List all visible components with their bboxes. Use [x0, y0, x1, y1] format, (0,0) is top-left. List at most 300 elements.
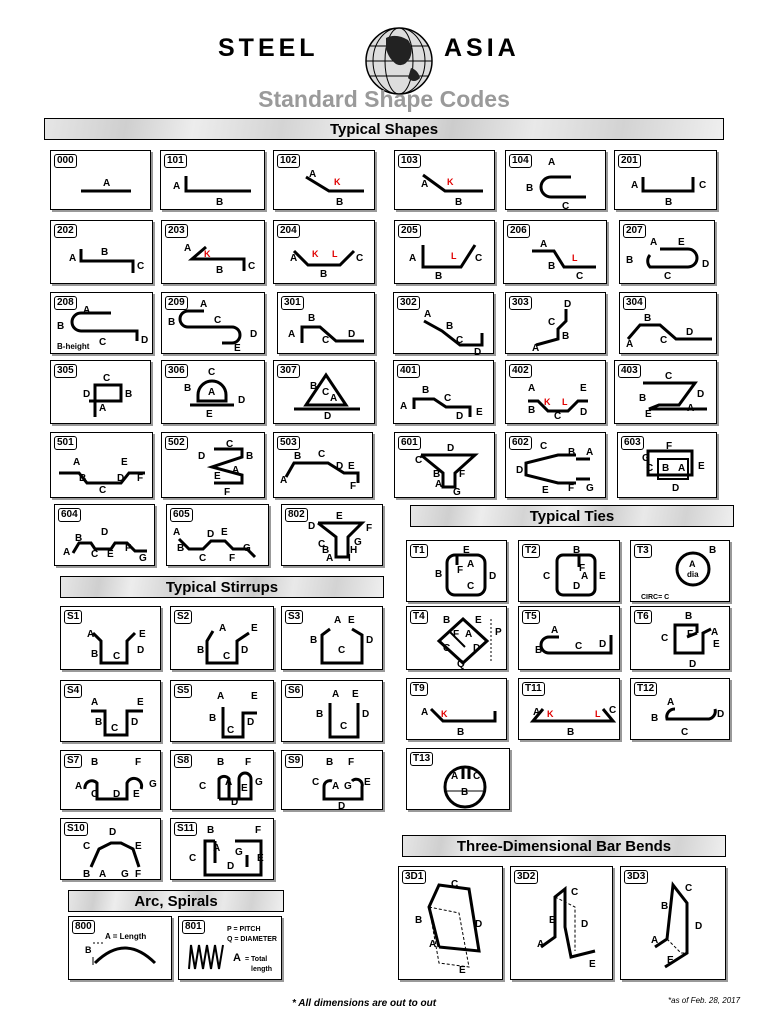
svg-text:C: C [99, 337, 107, 348]
svg-text:B: B [184, 383, 192, 394]
tie-card-t9 [406, 678, 507, 740]
svg-text:C: C [543, 571, 551, 582]
svg-text:K: K [441, 709, 448, 719]
svg-text:A: A [173, 181, 181, 192]
svg-text:D: D [247, 717, 255, 728]
section-typical-stirrups: Typical Stirrups [60, 576, 384, 598]
svg-text:A: A [200, 299, 208, 310]
svg-text:C: C [91, 549, 99, 560]
svg-text:D: D [599, 639, 607, 650]
spiral-card-801 [178, 916, 282, 980]
svg-text:B: B [209, 713, 217, 724]
svg-text:G: G [453, 487, 461, 498]
svg-text:D: D [475, 919, 483, 930]
shape-card-601 [394, 432, 495, 498]
svg-text:A: A [225, 777, 233, 788]
svg-text:K: K [204, 249, 211, 259]
svg-text:A: A [219, 623, 227, 634]
shape-code: 303 [509, 296, 532, 310]
svg-text:D: D [348, 329, 356, 340]
stirrup-code: S8 [174, 754, 192, 768]
svg-text:A: A [87, 629, 95, 640]
svg-text:D: D [308, 521, 316, 532]
svg-text:C: C [318, 539, 326, 550]
svg-text:E: E [645, 409, 652, 420]
stirrup-code: S6 [285, 684, 303, 698]
svg-text:A: A [528, 383, 536, 394]
svg-text:C: C [451, 879, 459, 890]
svg-text:D: D [324, 411, 332, 422]
svg-text:D: D [697, 389, 705, 400]
svg-text:A: A [537, 939, 545, 950]
svg-text:B: B [294, 451, 302, 462]
svg-text:A: A [678, 463, 686, 474]
svg-text:E: E [475, 615, 482, 626]
page-title: Standard Shape Codes [258, 86, 510, 112]
svg-text:D: D [573, 581, 581, 592]
threed-card-3d2 [510, 866, 613, 980]
svg-text:C: C [226, 439, 234, 450]
svg-text:E: E [476, 407, 483, 418]
svg-text:A: A [334, 615, 342, 626]
svg-text:A: A [400, 401, 408, 412]
svg-text:E: E [364, 777, 371, 788]
svg-text:C: C [473, 771, 481, 782]
svg-text:B: B [316, 709, 324, 720]
section-three-d: Three-Dimensional Bar Bends [402, 835, 726, 857]
svg-text:E: E [214, 471, 221, 482]
shape-code: 205 [398, 224, 421, 238]
svg-text:B: B [573, 545, 581, 556]
shape-card-209 [161, 292, 265, 354]
stirrup-card-s10 [60, 818, 161, 880]
svg-text:A: A [421, 179, 429, 190]
svg-text:dia: dia [687, 570, 699, 579]
svg-text:D: D [362, 709, 370, 720]
svg-text:B: B [415, 915, 423, 926]
svg-text:C: C [312, 777, 320, 788]
svg-text:E: E [107, 549, 114, 560]
svg-text:D: D [250, 329, 258, 340]
shape-card-207 [619, 220, 715, 284]
threed-code: 3D3 [624, 870, 648, 884]
svg-text:E: E [137, 697, 144, 708]
shape-card-202 [50, 220, 153, 284]
svg-text:F: F [135, 757, 142, 768]
svg-text:A: A [103, 178, 111, 189]
svg-text:A: A [73, 457, 81, 468]
arc-card-800 [68, 916, 172, 980]
svg-text:F: F [666, 441, 673, 452]
svg-text:A: A [451, 771, 459, 782]
svg-text:B: B [336, 197, 344, 208]
svg-text:B: B [461, 787, 469, 798]
svg-text:F: F [229, 553, 236, 564]
svg-text:G: G [243, 543, 251, 554]
svg-text:E: E [251, 691, 258, 702]
svg-text:E: E [459, 965, 466, 976]
shape-card-205 [394, 220, 495, 284]
shape-card-000 [50, 150, 151, 210]
svg-text:A: A [232, 465, 240, 476]
stirrup-card-s5 [170, 680, 274, 742]
shape-card-302 [393, 292, 494, 358]
svg-text:B: B [326, 757, 334, 768]
svg-text:A: A [208, 387, 216, 398]
svg-text:F: F [224, 487, 231, 498]
shape-card-603 [617, 432, 717, 498]
shape-card-201 [614, 150, 717, 210]
svg-text:B: B [85, 945, 92, 955]
svg-text:D: D [686, 327, 694, 338]
svg-text:F: F [687, 629, 694, 640]
stirrup-card-s6 [281, 680, 383, 742]
svg-text:B: B [535, 645, 543, 656]
stirrup-card-s8 [170, 750, 274, 810]
svg-text:D: D [580, 407, 588, 418]
svg-text:A: A [233, 952, 241, 964]
shape-card-208 [50, 292, 153, 354]
svg-text:A: A [631, 180, 639, 191]
svg-text:D: D [338, 801, 346, 812]
shape-code: 503 [277, 436, 300, 450]
svg-text:B: B [75, 533, 83, 544]
shape-code: 502 [165, 436, 188, 450]
svg-text:L: L [572, 253, 578, 263]
svg-text:D: D [109, 827, 117, 838]
svg-text:B: B [246, 451, 254, 462]
tie-card-t1 [406, 540, 507, 602]
stirrup-card-s3 [281, 606, 383, 670]
tie-code: T11 [522, 682, 545, 696]
footer-note: * All dimensions are out to out [292, 998, 437, 1009]
svg-text:D: D [564, 299, 572, 310]
svg-text:A: A [533, 707, 541, 718]
svg-text:C: C [415, 455, 423, 466]
svg-text:B: B [526, 183, 534, 194]
svg-text:B: B [83, 869, 91, 880]
svg-text:A: A [465, 629, 473, 640]
svg-text:E: E [580, 383, 587, 394]
svg-text:B: B [651, 713, 659, 724]
svg-text:B: B [644, 313, 652, 324]
svg-text:C: C [665, 371, 673, 382]
svg-text:A: A [667, 697, 675, 708]
svg-text:B: B [207, 825, 215, 836]
svg-text:A: A [75, 781, 83, 792]
svg-text:G: G [121, 869, 129, 880]
svg-text:Q = DIAMETER: Q = DIAMETER [227, 936, 277, 943]
shape-card-103 [394, 150, 495, 210]
svg-text:D: D [366, 635, 374, 646]
svg-text:F: F [568, 483, 575, 494]
shape-card-206 [503, 220, 607, 284]
threed-card-3d1 [398, 866, 503, 980]
brand-right: ASIA [444, 34, 520, 62]
svg-text:A: A [91, 697, 99, 708]
svg-text:A: A [689, 559, 696, 569]
svg-text:A: A [429, 939, 437, 950]
svg-text:C: C [681, 727, 689, 738]
brand-left: STEEL [218, 34, 319, 62]
threed-card-3d3 [620, 866, 726, 980]
svg-text:F: F [137, 473, 144, 484]
svg-text:A: A [548, 157, 556, 168]
shape-card-101 [160, 150, 265, 210]
svg-text:C: C [685, 883, 693, 894]
stirrup-code: S9 [285, 754, 303, 768]
svg-text:D: D [474, 347, 482, 358]
svg-text:D: D [117, 473, 125, 484]
svg-text:B: B [568, 447, 576, 458]
svg-text:C: C [137, 261, 145, 272]
svg-text:E: E [542, 485, 549, 496]
svg-text:C: C [554, 411, 562, 422]
svg-text:D: D [101, 527, 109, 538]
svg-text:B: B [422, 385, 430, 396]
svg-text:A: A [586, 447, 594, 458]
svg-text:B: B [548, 261, 556, 272]
svg-text:B: B [91, 757, 99, 768]
svg-text:B: B [95, 717, 103, 728]
svg-text:B: B [661, 901, 669, 912]
shape-card-503 [273, 432, 373, 498]
svg-text:A: A [290, 253, 298, 264]
shape-code: 602 [509, 436, 532, 450]
svg-text:F: F [453, 629, 460, 640]
svg-text:C: C [609, 705, 617, 716]
svg-text:E: E [121, 457, 128, 468]
svg-text:B: B [101, 247, 109, 258]
svg-text:C: C [223, 651, 231, 662]
stirrup-code: S2 [174, 610, 192, 624]
tie-code: T5 [522, 610, 540, 624]
svg-text:= Total: = Total [245, 956, 268, 963]
svg-text:B: B [310, 381, 318, 392]
svg-text:D: D [198, 451, 206, 462]
svg-text:C: C [444, 393, 452, 404]
tie-card-t3 [630, 540, 730, 602]
shape-code: 208 [54, 296, 77, 310]
shape-code: 301 [281, 296, 304, 310]
shape-card-501 [50, 432, 153, 498]
shape-card-307 [273, 360, 375, 424]
svg-text:A: A [687, 403, 695, 414]
svg-text:D: D [231, 797, 239, 808]
svg-text:C: C [99, 485, 107, 496]
svg-text:F: F [125, 543, 132, 554]
svg-text:C: C [699, 180, 707, 191]
svg-text:C: C [91, 789, 99, 800]
svg-text:E: E [667, 955, 674, 966]
shape-code: 207 [623, 224, 646, 238]
svg-text:I: I [348, 553, 351, 564]
svg-text:K: K [312, 249, 319, 259]
svg-text:E: E [713, 639, 720, 650]
svg-text:E: E [336, 511, 343, 522]
svg-text:D: D [689, 659, 697, 670]
svg-text:B: B [662, 463, 670, 474]
shape-card-303 [505, 292, 606, 354]
svg-text:A: A [83, 305, 91, 316]
tie-code: T12 [634, 682, 657, 696]
svg-text:A: A [424, 309, 432, 320]
svg-text:C: C [111, 723, 119, 734]
svg-text:E: E [139, 629, 146, 640]
svg-text:A: A [280, 475, 288, 486]
svg-text:D: D [241, 645, 249, 656]
svg-text:C: C [199, 553, 207, 564]
shape-code: 304 [623, 296, 646, 310]
svg-text:D: D [336, 461, 344, 472]
svg-text:F: F [135, 869, 142, 880]
svg-text:P = PITCH: P = PITCH [227, 926, 261, 933]
shape-card-304 [619, 292, 717, 354]
svg-text:E: E [221, 527, 228, 538]
svg-text:A: A [551, 625, 559, 636]
svg-text:C: C [214, 315, 222, 326]
tie-card-t4 [406, 606, 507, 670]
svg-text:C: C [575, 641, 583, 652]
shape-card-102 [273, 150, 375, 210]
svg-text:A: A [711, 627, 719, 638]
svg-text:F: F [457, 565, 464, 576]
shape-code: 302 [397, 296, 420, 310]
svg-text:D: D [473, 643, 481, 654]
svg-text:B: B [177, 543, 185, 554]
svg-text:B: B [217, 757, 225, 768]
svg-text:C: C [548, 317, 556, 328]
tie-card-t13 [406, 748, 510, 810]
svg-text:A: A [288, 329, 296, 340]
svg-text:D: D [238, 395, 246, 406]
svg-text:B: B [443, 615, 451, 626]
svg-text:F: F [348, 757, 355, 768]
svg-text:C: C [103, 373, 111, 384]
shape-card-605 [166, 504, 269, 566]
svg-text:C: C [646, 463, 654, 474]
shape-card-203 [161, 220, 265, 284]
svg-text:B: B [562, 331, 570, 342]
svg-text:A: A [63, 547, 71, 558]
svg-text:B: B [709, 545, 717, 556]
svg-text:A: A [309, 169, 317, 180]
svg-text:D: D [131, 717, 139, 728]
svg-text:B: B [308, 313, 316, 324]
shape-card-104 [505, 150, 606, 210]
svg-text:E: E [206, 409, 213, 420]
svg-text:A: A [326, 553, 334, 564]
svg-text:E: E [257, 853, 264, 864]
svg-text:C: C [208, 367, 216, 378]
svg-text:C: C [113, 651, 121, 662]
svg-text:E: E [348, 615, 355, 626]
shape-code: 104 [509, 154, 532, 168]
svg-text:K: K [547, 709, 554, 719]
stirrup-card-s9 [281, 750, 383, 810]
spiral-code: 801 [182, 920, 205, 934]
svg-text:C: C [562, 201, 570, 212]
shape-code: 501 [54, 436, 77, 450]
shape-card-306 [161, 360, 265, 424]
svg-text:C: C [322, 387, 330, 398]
svg-text:CIRC= C: CIRC= C [641, 594, 670, 601]
tie-code: T4 [410, 610, 428, 624]
svg-text:B: B [216, 265, 224, 276]
svg-text:B: B [125, 389, 133, 400]
svg-text:C: C [660, 335, 668, 346]
svg-text:A: A [540, 239, 548, 250]
arc-code: 800 [72, 920, 95, 934]
svg-text:A: A [213, 843, 221, 854]
stirrup-card-s2 [170, 606, 274, 670]
svg-text:D: D [702, 259, 710, 270]
svg-text:L: L [332, 249, 338, 259]
svg-text:F: F [366, 523, 373, 534]
tie-code: T13 [410, 752, 433, 766]
svg-text:E: E [133, 789, 140, 800]
svg-text:F: F [245, 757, 252, 768]
svg-text:G: G [642, 453, 650, 464]
svg-text:G: G [149, 779, 157, 790]
svg-text:B: B [79, 473, 87, 484]
svg-text:D: D [137, 645, 145, 656]
svg-text:E: E [251, 623, 258, 634]
stirrup-code: S1 [64, 610, 82, 624]
svg-text:A: A [69, 253, 77, 264]
svg-text:B: B [433, 469, 441, 480]
svg-text:B: B [216, 197, 224, 208]
svg-text:B-height: B-height [57, 342, 90, 351]
date-note: *as of Feb. 28, 2017 [668, 996, 741, 1005]
svg-text:D: D [581, 919, 589, 930]
svg-text:C: C [467, 581, 475, 592]
section-typical-shapes: Typical Shapes [44, 118, 724, 140]
svg-text:E: E [352, 689, 359, 700]
svg-text:F: F [350, 481, 357, 492]
svg-text:A: A [332, 689, 340, 700]
svg-text:B: B [322, 545, 330, 556]
svg-text:B: B [685, 611, 693, 622]
stirrup-card-s7 [60, 750, 161, 810]
svg-text:D: D [516, 465, 524, 476]
svg-text:D: D [672, 483, 680, 494]
svg-text:D: D [141, 335, 149, 346]
svg-text:G: G [139, 553, 147, 564]
svg-text:A: A [99, 403, 107, 414]
section-arc-spirals: Arc, Spirals [68, 890, 284, 912]
svg-text:E: E [678, 237, 685, 248]
stirrup-code: S11 [174, 822, 197, 836]
shape-code: 402 [509, 364, 532, 378]
svg-text:F: F [579, 563, 586, 574]
shape-code: 201 [618, 154, 641, 168]
tie-card-t2 [518, 540, 620, 602]
svg-text:D: D [447, 443, 455, 454]
section-typical-ties: Typical Ties [410, 505, 734, 527]
svg-text:B: B [567, 727, 575, 738]
svg-text:H: H [350, 545, 358, 556]
shape-code: 603 [621, 436, 644, 450]
svg-text:P: P [495, 627, 502, 638]
shape-code: 203 [165, 224, 188, 238]
shape-card-602 [505, 432, 606, 498]
shape-card-204 [273, 220, 375, 284]
svg-text:B: B [320, 269, 328, 280]
tie-card-t12 [630, 678, 730, 740]
shape-code: 206 [507, 224, 530, 238]
tie-code: T3 [634, 544, 652, 558]
